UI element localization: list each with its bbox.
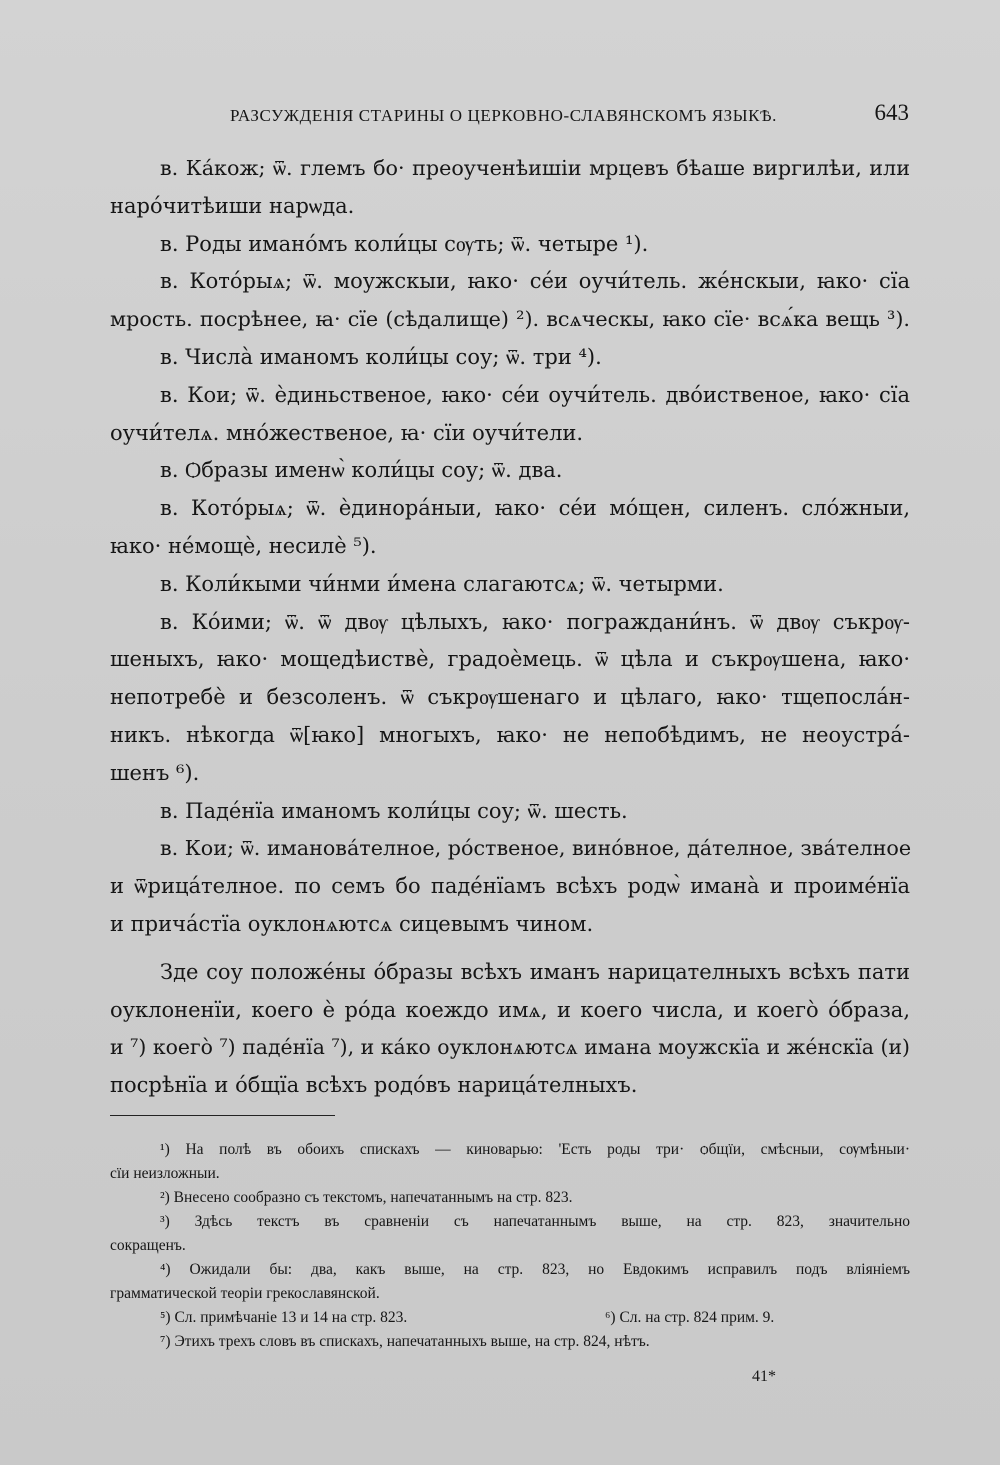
page-header [230,100,915,134]
text-line: в. Паде́нїа иманомъ коли́цы соу; ѿ. шесть. [160,798,628,823]
text-line: наро́читѣиши нарѡда. [110,193,355,218]
text-line: никъ. нѣкогда ѿ[ꙗко] многыхъ, ꙗко· не непобѣдимъ, не неоустра́- [110,722,910,747]
footnote-line: ¹) На полѣ въ обоихъ спискахъ — киноварью: 'Есть роды три· ѻбщїи, смѣсныи, сѹмѣныи· [160,1141,910,1158]
running-title: РАЗСУЖДЕНІЯ СТАРИНЫ О ЦЕРКОВНО-СЛАВЯНСКОМЪ ЯЗЫКѢ. [230,106,777,125]
text-line: в. Кото́рыѧ; ѿ. ѐдинора́ныи, ꙗко· се́и мóщен, силенъ. слóжныи, [160,496,910,521]
text-line: в. Кои; ѿ. иманова́телное, рóственое, винóвное, да́телное, зва́телное [160,836,912,861]
text-line: в. Кото́рыѧ; ѿ. моужскыи, ꙗко· се́и оучи́тель. же́нскыи, ꙗко· сїа [160,269,910,294]
footnote-line: ⁷) Этихъ трехъ словъ въ спискахъ, напечатанныхъ выше, на стр. 824, нѣтъ. [160,1333,650,1350]
footnote-5: ⁵) Сл. примѣчаніе 13 и 14 на стр. 823. [160,1309,408,1326]
printer-signature: 41* [752,1368,776,1385]
footnote-line: сїи неизложныи. [110,1165,220,1182]
footnote-line: ³) Здѣсь текстъ въ сравненіи съ напечатаннымъ выше, на стр. 823, значительно [160,1213,910,1230]
footnote-line-pair [110,1306,910,1330]
footnote-line: сокращенъ. [110,1237,186,1254]
body-text [110,150,910,1105]
text-line: в. Кои; ѿ. ѐдиньственое, ꙗко· се́и оучи́тель. двóиственое, ꙗко· сїа [160,382,910,407]
text-line: оуклоненїи, коего ѐ рóда коеждо имѧ, и коего числа, и коегò óбраза, [110,997,910,1022]
text-line: мрость. посрѣнее, ꙗ· сїе (сѣдалище) ²). всѧческы, ꙗко сїе· всѧ́ка вещь ³). [110,307,910,332]
footnotes [110,1138,910,1354]
text-line: и ⁷) коегò ⁷) паде́нїа ⁷), и ка́ко оуклонѧютсѧ имана моужскїа и жéнскїа (и) [110,1035,910,1060]
text-line: в. Роды иманóмъ коли́цы сѹть; ѿ. четыре ¹). [160,231,649,256]
footnote-line: ⁴) Ожидали бы: два, какъ выше, на стр. 823, но Евдокимъ исправилъ подъ вліяніемъ [160,1261,910,1278]
text-line: и ѿрица́телное. по семъ бо паде́нїамъ всѣхъ родѡ̀ имана̀ и проимéнїа [110,874,910,899]
text-line: ꙗко· не́мощѐ, несилѐ ⁵). [110,533,377,558]
footnote-line: грамматической теоріи грекославянской. [110,1285,380,1302]
text-line: в. Ѻбразы именѡ̀ коли́цы соу; ѿ. два. [160,458,563,483]
text-line: в. Ко́ими; ѿ. ѿ двѹ цѣлыхъ, ꙗко· пограждани́нъ. ѿ двѹ съкрѹ- [160,609,910,634]
footnote-line: ²) Внесено сообразно съ текстомъ, напечатаннымъ на стр. 823. [160,1189,573,1206]
text-line: шеныхъ, ꙗко· мощедѣиствѐ, градоѐмець. ѿ цѣла и съкрѹшена, ꙗко· [110,647,910,672]
text-line: в. Числа̀ иманомъ коли́цы соу; ѿ. три ⁴). [160,344,602,369]
footnote-6: ⁶) Сл. на стр. 824 прим. 9. [605,1309,775,1326]
paragraph-gap [110,944,910,954]
text-line: непотребѐ и безсоленъ. ѿ съкрѹшенаго и цѣлаго, ꙗко· тщепосла́н- [110,685,910,710]
footnote-divider [110,1115,335,1116]
text-line: посрѣнїа и óбщїа всѣхъ родóвъ нарица́телныхъ. [110,1073,638,1098]
text-line: оучи́телѧ. мнóжественое, ꙗ· сїи оучи́тели. [110,420,584,445]
text-line: шенъ ⁶). [110,760,200,785]
text-line: и прича́стїа оуклонѧютсѧ сицевымъ чином. [110,911,594,936]
text-line: в. Ка́кож; ѿ. глемъ бо· преоученѣишіи мрцевъ бѣаше виргилѣи, или [160,156,910,180]
text-line: в. Коли́кыми чи́нми и́мена слагаютсѧ; ѿ. четырми. [160,571,724,596]
text-line: Зде соу положéны óбразы всѣхъ иманъ нарицателныхъ всѣхъ пати [160,959,910,984]
page-number: 643 [874,100,909,125]
